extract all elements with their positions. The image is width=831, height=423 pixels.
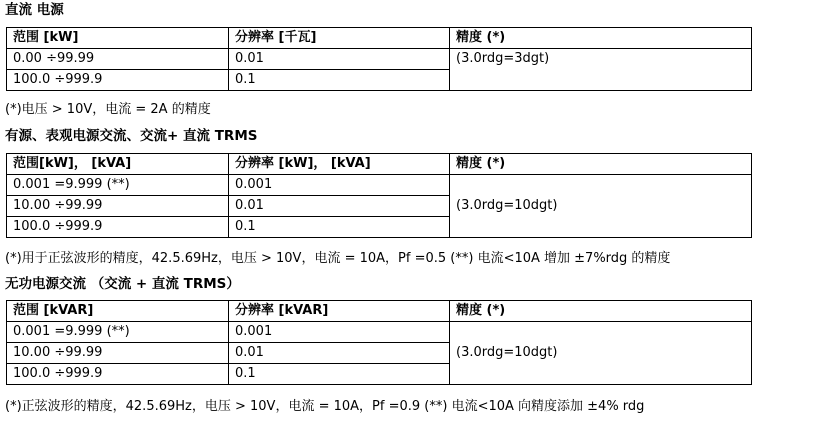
- section3-table: [6, 300, 752, 385]
- section2-title: 有源、表观电源交流、交流+ 直流 TRMS: [5, 128, 258, 144]
- table-row: [7, 175, 752, 196]
- table-row: [7, 322, 752, 343]
- header-resolution: 分辨率 [千瓦]: [229, 28, 450, 49]
- resolution-cell: 0.01: [229, 196, 450, 217]
- resolution-cell: 0.01: [229, 49, 450, 70]
- resolution-cell: 0.001: [229, 322, 450, 343]
- header-accuracy: 精度 (*): [450, 28, 752, 49]
- header-resolution: 分辨率 [kVAR]: [229, 301, 450, 322]
- header-range: 范围 [kW]: [7, 28, 229, 49]
- table-header-row: [7, 301, 752, 322]
- section3-note: (*)正弦波形的精度，42.5.69Hz，电压 > 10V，电流 = 10A，Pf =0.9 (**) 电流<10A 向精度添加 ±4% rdg: [5, 399, 645, 414]
- table-header-row: [7, 154, 752, 175]
- range-cell: 10.00 ÷99.99: [7, 196, 229, 217]
- resolution-cell: 0.1: [229, 364, 450, 385]
- resolution-cell: 0.001: [229, 175, 450, 196]
- header-accuracy: 精度 (*): [450, 301, 752, 322]
- accuracy-cell: (3.0rdg=3dgt): [450, 49, 752, 91]
- header-range: 范围[kW]， [kVA]: [7, 154, 229, 175]
- header-range: 范围 [kVAR]: [7, 301, 229, 322]
- accuracy-cell: (3.0rdg=10dgt): [450, 322, 752, 385]
- table-row: [7, 49, 752, 70]
- header-accuracy: 精度 (*): [450, 154, 752, 175]
- range-cell: 100.0 ÷999.9: [7, 217, 229, 238]
- range-cell: 0.001 =9.999 (**): [7, 322, 229, 343]
- range-cell: 0.001 =9.999 (**): [7, 175, 229, 196]
- range-cell: 0.00 ÷99.99: [7, 49, 229, 70]
- section2-table: [6, 153, 752, 238]
- section1-title: 直流 电源: [5, 2, 64, 18]
- section2-note: (*)用于正弦波形的精度，42.5.69Hz，电压 > 10V，电流 = 10A，Pf =0.5 (**) 电流<10A 增加 ±7%rdg 的精度: [5, 251, 671, 266]
- section1-note: (*)电压 > 10V，电流 = 2A 的精度: [5, 102, 211, 117]
- range-cell: 100.0 ÷999.9: [7, 364, 229, 385]
- header-resolution: 分辨率 [kW]， [kVA]: [229, 154, 450, 175]
- table-header-row: [7, 28, 752, 49]
- section1-table: [6, 27, 752, 91]
- accuracy-cell: (3.0rdg=10dgt): [450, 175, 752, 238]
- resolution-cell: 0.1: [229, 70, 450, 91]
- resolution-cell: 0.1: [229, 217, 450, 238]
- section3-title: 无功电源交流 （交流 + 直流 TRMS）: [5, 276, 240, 292]
- range-cell: 100.0 ÷999.9: [7, 70, 229, 91]
- resolution-cell: 0.01: [229, 343, 450, 364]
- range-cell: 10.00 ÷99.99: [7, 343, 229, 364]
